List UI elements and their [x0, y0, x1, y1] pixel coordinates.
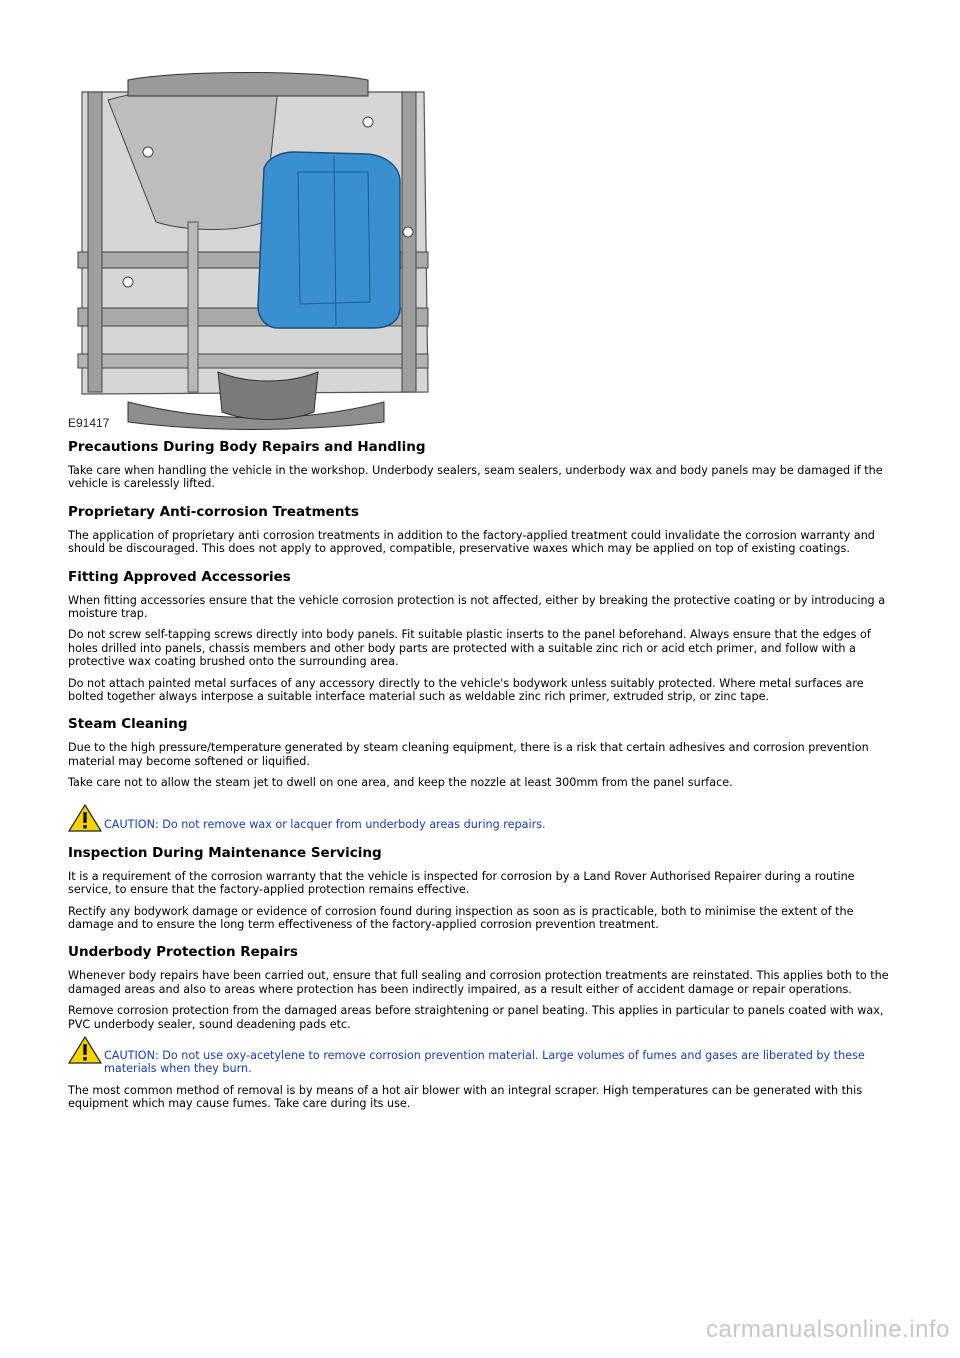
watermark: carmanualsonline.info [706, 1316, 950, 1343]
underbody-illustration [68, 72, 440, 434]
heading-inspection: Inspection During Maintenance Servicing [68, 844, 382, 861]
heading-steam-cleaning: Steam Cleaning [68, 716, 188, 733]
caution-text: CAUTION: Do not remove wax or lacquer from underbody areas during repairs. [104, 818, 546, 832]
heading-precautions: Precautions During Body Repairs and Handling [68, 439, 426, 455]
caution-text: CAUTION: Do not use oxy-acetylene to remove corrosion prevention material. Large volumes of fumes and gases are liberated by these materials when they burn. [104, 1048, 865, 1076]
paragraph: Whenever body repairs have been carried out, ensure that full sealing and corrosion protection treatments are reinstated. This applies both to the damaged areas and also to areas where protection has been indirectly impaired, as a result either of accident damage or repair operations. [68, 969, 889, 996]
heading-accessories: Fitting Approved Accessories [68, 568, 291, 585]
paragraph: The most common method of removal is by means of a hot air blower with an integral scraper. High temperatures can be generated with this equipment which may cause fumes. Take care during its use. [68, 1083, 863, 1111]
paragraph: The application of proprietary anti corrosion treatments in addition to the factory-applied treatment could invalidate the corrosion warranty and should be discouraged. This does not apply to approved, compatible, preservative waxes which may be applied on top of existing coatings. [68, 528, 875, 556]
paragraph: Due to the high pressure/temperature generated by steam cleaning equipment, there is a risk that certain adhesives and corrosion prevention material may become softened or liquified. [68, 741, 869, 768]
figure-label: E91417 [68, 416, 110, 430]
paragraph: Take care when handling the vehicle in the workshop. Underbody sealers, seam sealers, underbody wax and body panels may be damaged if the vehicle is carelessly lifted. [68, 464, 883, 491]
paragraph: When fitting accessories ensure that the vehicle corrosion protection is not affected, either by breaking the protective coating or by introducing a moisture trap. [68, 593, 886, 621]
caution-note [68, 804, 896, 832]
warning-triangle-icon [68, 804, 102, 832]
paragraph: Rectify any bodywork damage or evidence of corrosion found during inspection as soon as is practicable, both to minimise the extent of the damage and to ensure the long term effectiveness of the factory-applied corrosion prevention treatment. [68, 904, 854, 931]
paragraph: Remove corrosion protection from the damaged areas before straightening or panel beating. This applies in particular to panels coated with wax, PVC underbody sealer, sound deadening pads etc. [68, 1004, 884, 1031]
heading-proprietary: Proprietary Anti-corrosion Treatments [68, 503, 359, 520]
paragraph: It is a requirement of the corrosion warranty that the vehicle is inspected for corrosion by a Land Rover Authorised Repairer during a routine service, to ensure that the factory-applied protection remains effective. [68, 869, 855, 897]
heading-underbody-repairs: Underbody Protection Repairs [68, 944, 298, 961]
caution-note [68, 1049, 896, 1076]
paragraph: Do not attach painted metal surfaces of any accessory directly to the vehicle's bodywork unless suitably protected. Where metal surfaces are bolted together always interpose a suitable interface material such as weldable zinc rich primer, extruded strip, or zinc tape. [68, 676, 864, 704]
paragraph: Take care not to allow the steam jet to dwell on one area, and keep the nozzle at least 300mm from the panel surface. [68, 776, 733, 790]
paragraph: Do not screw self-tapping screws directly into body panels. Fit suitable plastic inserts to the panel beforehand. Always ensure that the edges of holes drilled into panels, chassis members and other body parts are protected with a suitable zinc rich or acid etch primer, and follow with a protective wax coating brushed onto the surrounding area. [68, 628, 871, 669]
warning-triangle-icon [68, 1036, 102, 1064]
highlighted-area [258, 152, 400, 328]
document-body [68, 438, 896, 1111]
